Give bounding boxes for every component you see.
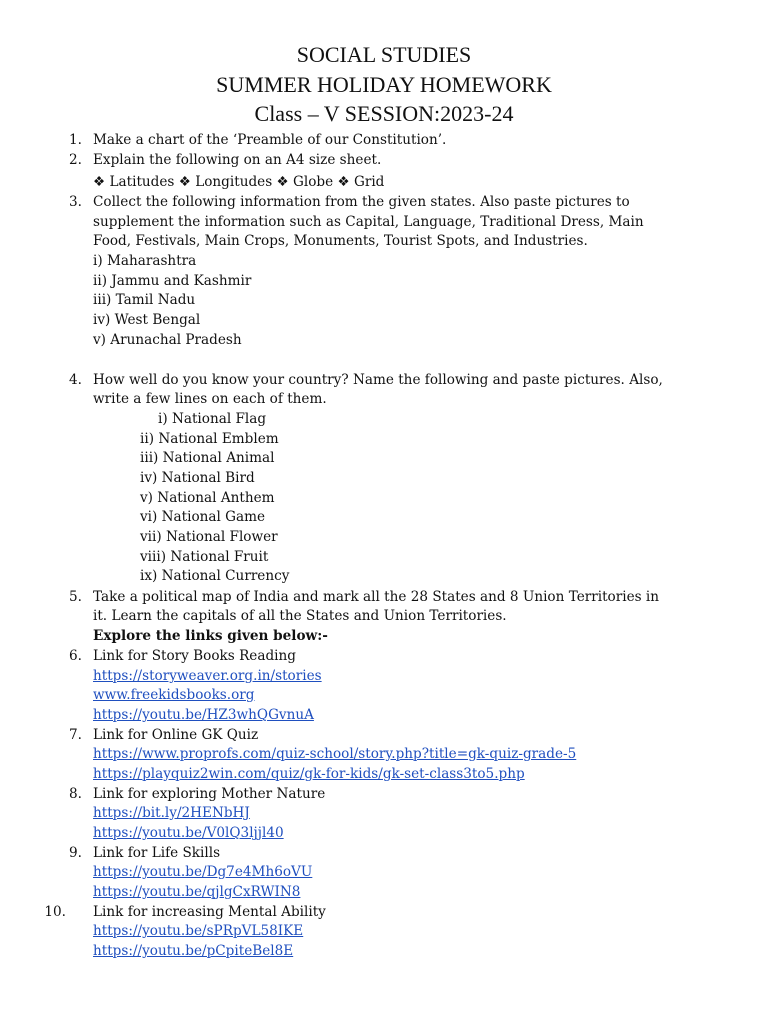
national-symbol-item: iii) National Animal [140,450,275,466]
subject-title: SOCIAL STUDIES [296,42,472,67]
question-8-text: Link for exploring Mother Nature [93,786,326,802]
item-number: 6. [69,648,82,664]
state-item: v) Arunachal Pradesh [93,332,242,348]
national-symbol-item: vii) National Flower [140,529,278,545]
question-9-text: Link for Life Skills [93,845,221,861]
national-symbol-item: iv) National Bird [140,470,255,486]
item-number: 2. [69,152,82,168]
item-number: 4. [69,372,82,388]
state-item: iv) West Bengal [93,312,201,328]
item-number: 1. [69,132,82,148]
question-3-line: Food, Festivals, Main Crops, Monuments, Tourist Spots, and Industries. [93,233,588,249]
national-symbol-item: vi) National Game [140,509,266,525]
question-10-text: Link for increasing Mental Ability [93,904,326,920]
question-4-line: How well do you know your country? Name the following and paste pictures. Also, [93,372,663,388]
question-4-line: write a few lines on each of them. [93,391,327,407]
national-symbol-item: viii) National Fruit [140,549,269,565]
state-item: i) Maharashtra [93,253,197,269]
item-number: 10. [44,904,66,920]
question-2-topics: ❖ Latitudes ❖ Longitudes ❖ Globe ❖ Grid [93,174,385,190]
state-item: ii) Jammu and Kashmir [93,273,252,289]
question-5-line: it. Learn the capitals of all the States and Union Territories. [93,608,507,624]
story-books-link[interactable]: www.freekidsbooks.org [93,687,255,703]
question-6-text: Link for Story Books Reading [93,648,296,664]
question-3-line: Collect the following information from the given states. Also paste pictures to [93,194,630,210]
item-number: 8. [69,786,82,802]
item-number: 9. [69,845,82,861]
state-item: iii) Tamil Nadu [93,292,196,308]
item-number: 7. [69,727,82,743]
national-symbol-item: i) National Flag [158,411,267,427]
mother-nature-link[interactable]: https://bit.ly/2HENbHJ [93,805,250,821]
question-5-line: Take a political map of India and mark all the 28 States and 8 Union Territories in [93,589,660,605]
story-books-link[interactable]: https://youtu.be/HZ3whQGvnuA [93,707,314,723]
question-7-text: Link for Online GK Quiz [93,727,259,743]
homework-title: SUMMER HOLIDAY HOMEWORK [216,72,552,97]
mental-ability-link[interactable]: https://youtu.be/sPRpVL58IKE [93,923,304,939]
life-skills-link[interactable]: https://youtu.be/Dg7e4Mh6oVU [93,864,313,880]
question-3-line: supplement the information such as Capital, Language, Traditional Dress, Main [93,214,644,230]
question-1-text: Make a chart of the ‘Preamble of our Constitution’. [93,132,447,148]
item-number: 3. [69,194,82,210]
explore-links-heading: Explore the links given below:- [93,628,328,644]
national-symbol-item: ix) National Currency [140,568,290,584]
gk-quiz-link[interactable]: https://www.proprofs.com/quiz-school/story.php?title=gk-quiz-grade-5 [93,746,577,762]
story-books-link[interactable]: https://storyweaver.org.in/stories [93,668,322,684]
national-symbol-item: ii) National Emblem [140,431,279,447]
life-skills-link[interactable]: https://youtu.be/qjlgCxRWIN8 [93,884,301,900]
mother-nature-link[interactable]: https://youtu.be/V0lQ3ljjl40 [93,825,284,841]
mental-ability-link[interactable]: https://youtu.be/pCpiteBel8E [93,943,294,959]
gk-quiz-link[interactable]: https://playquiz2win.com/quiz/gk-for-kids/gk-set-class3to5.php [93,766,525,782]
national-symbol-item: v) National Anthem [140,490,275,506]
class-session-title: Class – V SESSION:2023-24 [254,101,514,126]
item-number: 5. [69,589,82,605]
question-2-text: Explain the following on an A4 size sheet. [93,152,382,168]
